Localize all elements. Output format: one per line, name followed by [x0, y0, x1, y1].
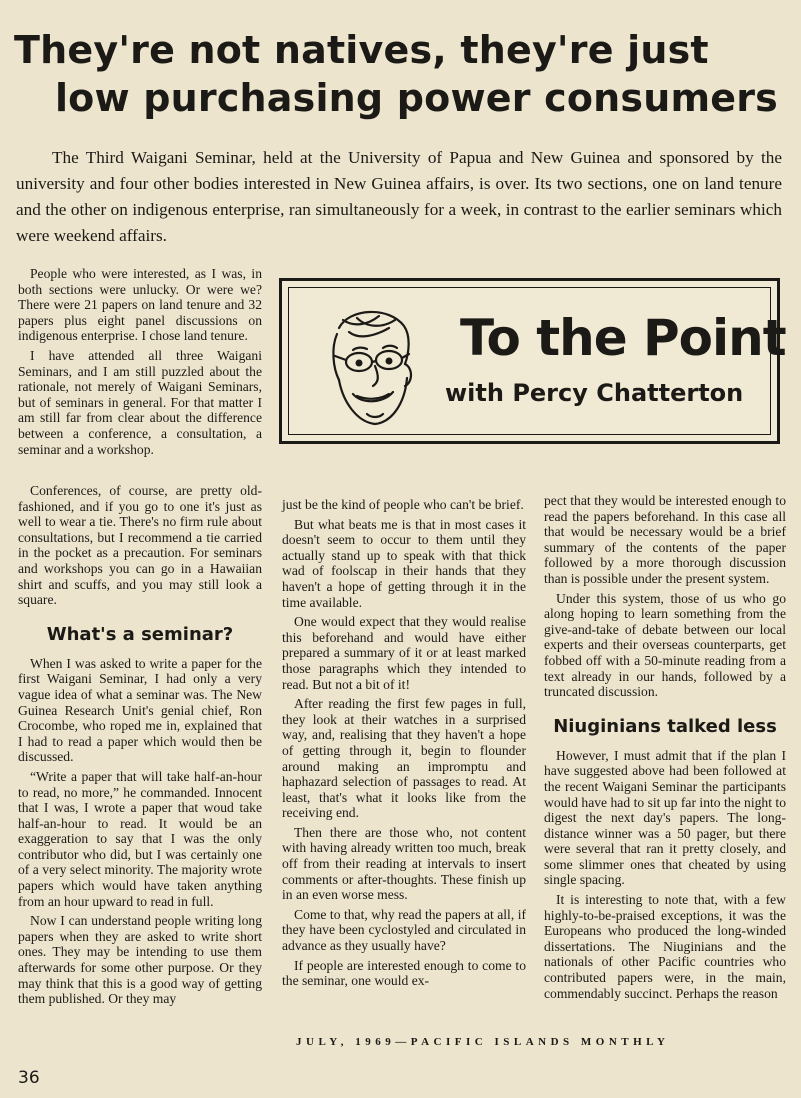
paragraph: After reading the first few pages in full, they look at their watches in a surprised way, and, realising that they haven't a hope of getting through it, begin to flounder around making an impromptu and haphazard selection of passages to read. At least, that's what it looks like from the receiving end. [282, 696, 526, 821]
subheading-niuginians-talked-less: Niuginians talked less [553, 715, 777, 737]
column-1-bottom [18, 483, 262, 1011]
paragraph: Conferences, of course, are pretty old-fashioned, and if you go to one it's just as well to wear a tie. There's no firm rule about consultations, but I recommend a tie carried in the pocket as a precaution. For seminars and workshops you can go in a Hawaiian shirt and scuffs, and you may still look a square. [18, 483, 262, 608]
paragraph: just be the kind of people who can't be brief. [282, 497, 524, 512]
paragraph: It is interesting to note that, with a few highly-to-be-praised exceptions, it was the Europeans who produced the long-winded dissertations. The Niuginians and the nationals of other Pacific countries who contributed papers were, in the main, commendably succinct. Perhaps the reason [544, 892, 786, 1001]
paragraph: If people are interested enough to come to the seminar, one would ex- [282, 957, 526, 989]
page-number: 36 [18, 1068, 40, 1088]
paragraph: However, I must admit that if the plan I have suggested above had been followed at the recent Waigani Seminar the participants would have had to sit up far into the night to digest the next day's papers. The long-distance winner was a 50 pager, but there were several that ran it pretty closely, and some slimmer ones that cheated by using single spacing. [544, 747, 786, 888]
column-title-box [279, 278, 786, 444]
paragraph: Under this system, those of us who go along hoping to learn something from the give-and-take of debate between our local experts and their overseas counterparts, get fobbed off with a 50-minute reading from a text already in our hands, followed by a truncated discussion. [544, 590, 786, 700]
column-title-box-inner [288, 287, 786, 435]
paragraph: One would expect that they would realise this beforehand and would have either prepared a summary of it or at least marked those paragraphs which they intended to read. But not a bit of it! [282, 614, 526, 692]
paragraph: “Write a paper that will take half-an-hour to read, no more,” he commanded. Innocent that I was, I wrote a paper that woud take half-an-hour to read. It would be an exaggeration to say that I was the only contributor who did, but I was certainly one of a very select minority. The majority wrote papers which would have taken anything from an hour upward to read in full. [18, 768, 262, 909]
caricature-portrait-icon [309, 298, 429, 438]
paragraph: But what beats me is that in most cases it doesn't seem to occur to them until they actually stand up to speak with that thick wad of foolscap in their hands that they haven't a hope of getting through it in the time available. [282, 516, 526, 610]
paragraph: Then there are those who, not content with having already written too much, break off from their reading at intervals to insert comments or after-thoughts. These finish up in an even worse mess. [282, 824, 526, 903]
paragraph: When I was asked to write a paper for the first Waigani Seminar, I had only a very vague idea of what a seminar was. The New Guinea Research Unit's genial chief, Ron Crocombe, who roped me in, explained that I had to read a paper which would then be discussed. [18, 655, 262, 765]
paragraph: People who were interested, as I was, in both sections were unlucky. Or were we? There were 21 papers on land tenure and 32 papers plus eight panel discussions on indigenous enterprise. I chose land tenure. [18, 266, 262, 344]
headline-line-2: low purchasing power consumers [54, 76, 778, 120]
subheading-whats-a-seminar: What's a seminar? [46, 623, 234, 645]
column-title: To the Point [460, 309, 786, 367]
paragraph: I have attended all three Waigani Seminars, and I am still puzzled about the rationale, not merely of Waigani Seminars, but of seminars in general. For that matter I am still far from clear about the difference between a conference, a consultation, a seminar and a workshop. [18, 347, 262, 457]
intro-paragraph: The Third Waigani Seminar, held at the University of Papua and New Guinea and sponsored by the university and four other bodies interested in New Guinea affairs, is over. Its two sections, one on land tenure and the other on indigenous enterprise, ran simultaneously for a week, in contrast to the earlier seminars which were weekend affairs. [16, 148, 782, 245]
paragraph: Now I can understand people writing long papers when they are asked to write short ones. They may be intending to use them afterwards for some other purpose. Or they may think that this is a good way of getting them published. Or they may [18, 913, 262, 1007]
paragraph: Come to that, why read the papers at all, if they have been cyclostyled and circulated in advance as they usually have? [282, 906, 526, 954]
running-footer: JULY, 1969—PACIFIC ISLANDS MONTHLY [296, 1036, 670, 1048]
headline-line-1: They're not natives, they're just [14, 28, 709, 72]
column-byline: with Percy Chatterton [445, 379, 744, 407]
column-2 [282, 497, 526, 993]
column-3 [544, 493, 786, 1005]
paragraph: pect that they would be interested enough to read the papers beforehand. In this case all that would be necessary would be a brief summary of the contents of the paper followed by a more thorough discussion than is possible under the present system. [544, 493, 786, 586]
column-1-top [18, 266, 262, 461]
